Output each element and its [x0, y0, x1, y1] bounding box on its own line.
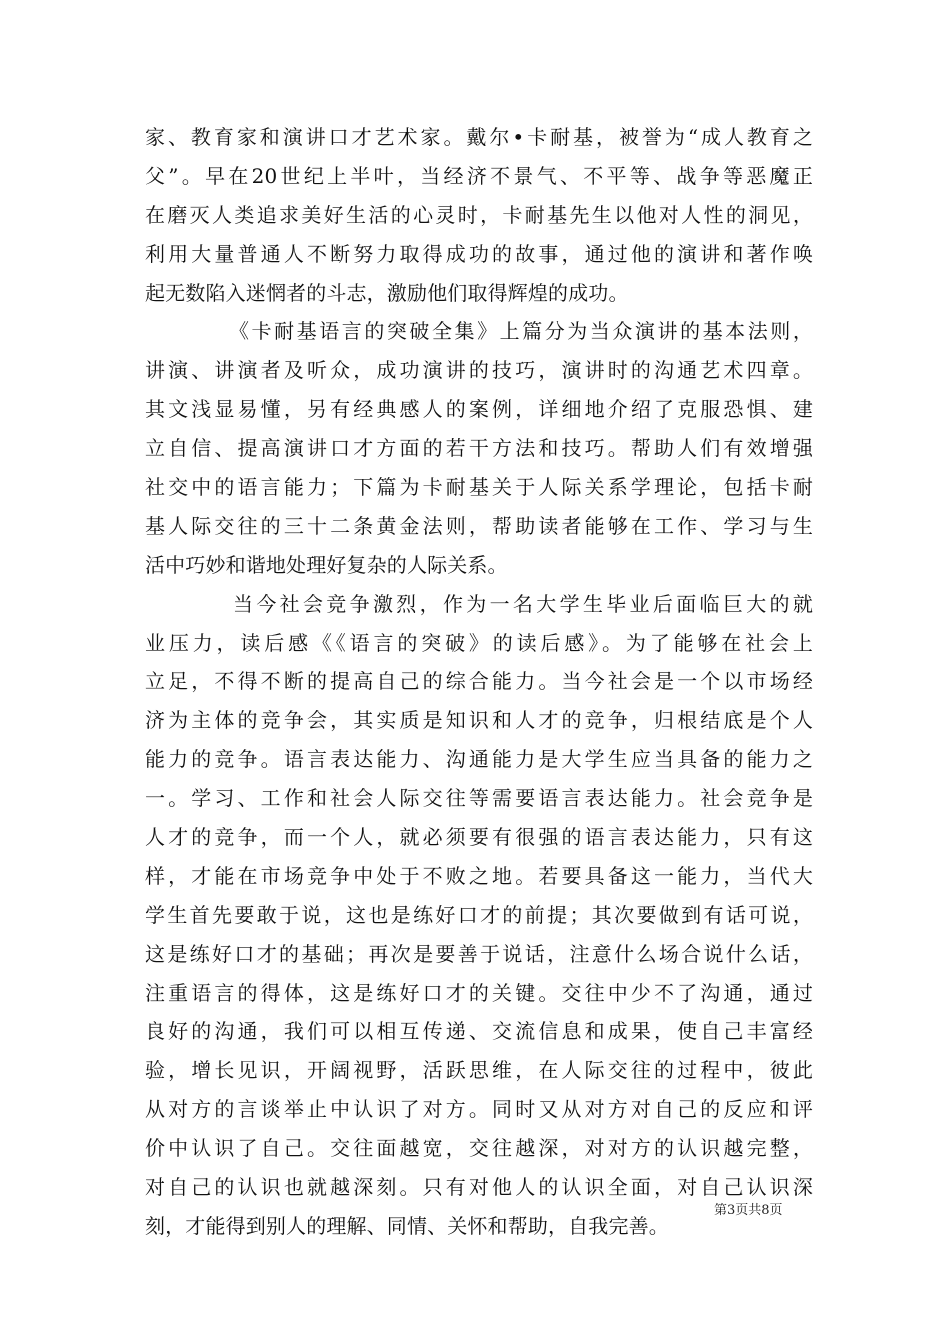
- text-line: 家、教育家和演讲口才艺术家。戴尔•卡耐基，被誉为“成人教育之: [145, 125, 813, 149]
- text-line: 刻，才能得到别人的理解、同情、关怀和帮助，自我完善。: [145, 1213, 669, 1238]
- body-text: [145, 118, 813, 1246]
- text-line: 价中认识了自己。交往面越宽，交往越深，对对方的认识越完整，: [145, 1136, 813, 1161]
- paragraph-first-line: 《卡耐基语言的突破全集》上篇分为当众演讲的基本法则，: [229, 319, 813, 344]
- text-line: 利用大量普通人不断努力取得成功的故事，通过他的演讲和著作唤: [145, 241, 813, 266]
- text-line: 立足，不得不断的提高自己的综合能力。当今社会是一个以市场经: [145, 669, 813, 694]
- text-line: 人才的竞争，而一个人，就必须要有很强的语言表达能力，只有这: [145, 825, 813, 850]
- text-line: 立自信、提高演讲口才方面的若干方法和技巧。帮助人们有效增强: [145, 436, 813, 461]
- text-line: 学生首先要敢于说，这也是练好口才的前提；其次要做到有话可说，: [145, 902, 813, 927]
- text-line: 一。学习、工作和社会人际交往等需要语言表达能力。社会竞争是: [145, 786, 813, 811]
- text-line: 能力的竞争。语言表达能力、沟通能力是大学生应当具备的能力之: [145, 747, 813, 772]
- text-line: 讲演、讲演者及听众，成功演讲的技巧，演讲时的沟通艺术四章。: [145, 358, 813, 383]
- page-number: 第3页共8页: [714, 1203, 783, 1218]
- text-line: 在磨灭人类追求美好生活的心灵时，卡耐基先生以他对人性的洞见，: [145, 202, 813, 227]
- text-line: 样，才能在市场竞争中处于不败之地。若要具备这一能力，当代大: [145, 863, 813, 888]
- text-line: 父”。早在20世纪上半叶，当经济不景气、不平等、战争等恶魔正: [145, 163, 813, 188]
- text-line: 良好的沟通，我们可以相互传递、交流信息和成果，使自己丰富经: [145, 1019, 813, 1044]
- text-line: 社交中的语言能力；下篇为卡耐基关于人际关系学理论，包括卡耐: [145, 475, 813, 500]
- text-line: 从对方的言谈举止中认识了对方。同时又从对方对自己的反应和评: [145, 1097, 813, 1122]
- text-line: 起无数陷入迷惘者的斗志，激励他们取得辉煌的成功。: [145, 280, 629, 305]
- text-line: 注重语言的得体，这是练好口才的关键。交往中少不了沟通，通过: [145, 980, 813, 1005]
- text-line: 活中巧妙和谐地处理好复杂的人际关系。: [145, 552, 508, 577]
- text-line: 对自己的认识也就越深刻。只有对他人的认识全面，对自己认识深: [145, 1175, 813, 1200]
- paragraph-first-line: 当今社会竞争激烈，作为一名大学生毕业后面临巨大的就: [233, 591, 813, 616]
- text-line: 其文浅显易懂，另有经典感人的案例，详细地介绍了克服恐惧、建: [145, 397, 813, 422]
- text-line: 业压力，读后感《《语言的突破》的读后感》。为了能够在社会上: [145, 630, 813, 655]
- text-line: 济为主体的竞争会，其实质是知识和人才的竞争，归根结底是个人: [145, 708, 813, 733]
- text-line: 基人际交往的三十二条黄金法则，帮助读者能够在工作、学习与生: [145, 513, 813, 538]
- text-line: 验，增长见识，开阔视野，活跃思维，在人际交往的过程中，彼此: [145, 1058, 813, 1083]
- text-line: 这是练好口才的基础；再次是要善于说话，注意什么场合说什么话，: [145, 941, 813, 966]
